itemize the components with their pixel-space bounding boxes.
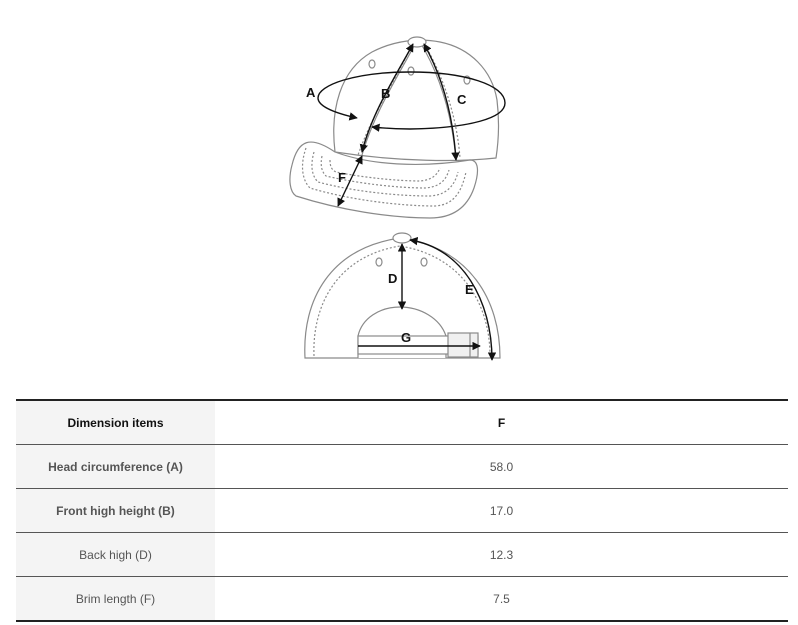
row-label-front-height: Front high height (B) (16, 489, 215, 533)
table-row (16, 445, 788, 489)
row-value-brim-length: 7.5 (215, 577, 788, 622)
row-value-front-height: 17.0 (215, 489, 788, 533)
table-row (16, 489, 788, 533)
row-value-head-circumference: 58.0 (215, 445, 788, 489)
table-row (16, 577, 788, 622)
table-header-row (16, 400, 788, 445)
label-f: F (338, 170, 346, 185)
cap-front-view (290, 37, 499, 218)
header-size-f: F (215, 400, 788, 445)
row-label-back-high: Back high (D) (16, 533, 215, 577)
label-a: A (306, 85, 316, 100)
label-d: D (388, 271, 398, 286)
row-label-brim-length: Brim length (F) (16, 577, 215, 622)
label-b: B (381, 86, 391, 101)
table-row (16, 533, 788, 577)
row-value-back-high: 12.3 (215, 533, 788, 577)
label-e: E (465, 282, 474, 297)
label-g: G (401, 330, 412, 345)
label-c: C (457, 92, 467, 107)
header-dimension-items: Dimension items (16, 400, 215, 445)
size-chart-table (16, 399, 788, 622)
row-label-head-circumference: Head circumference (A) (16, 445, 215, 489)
